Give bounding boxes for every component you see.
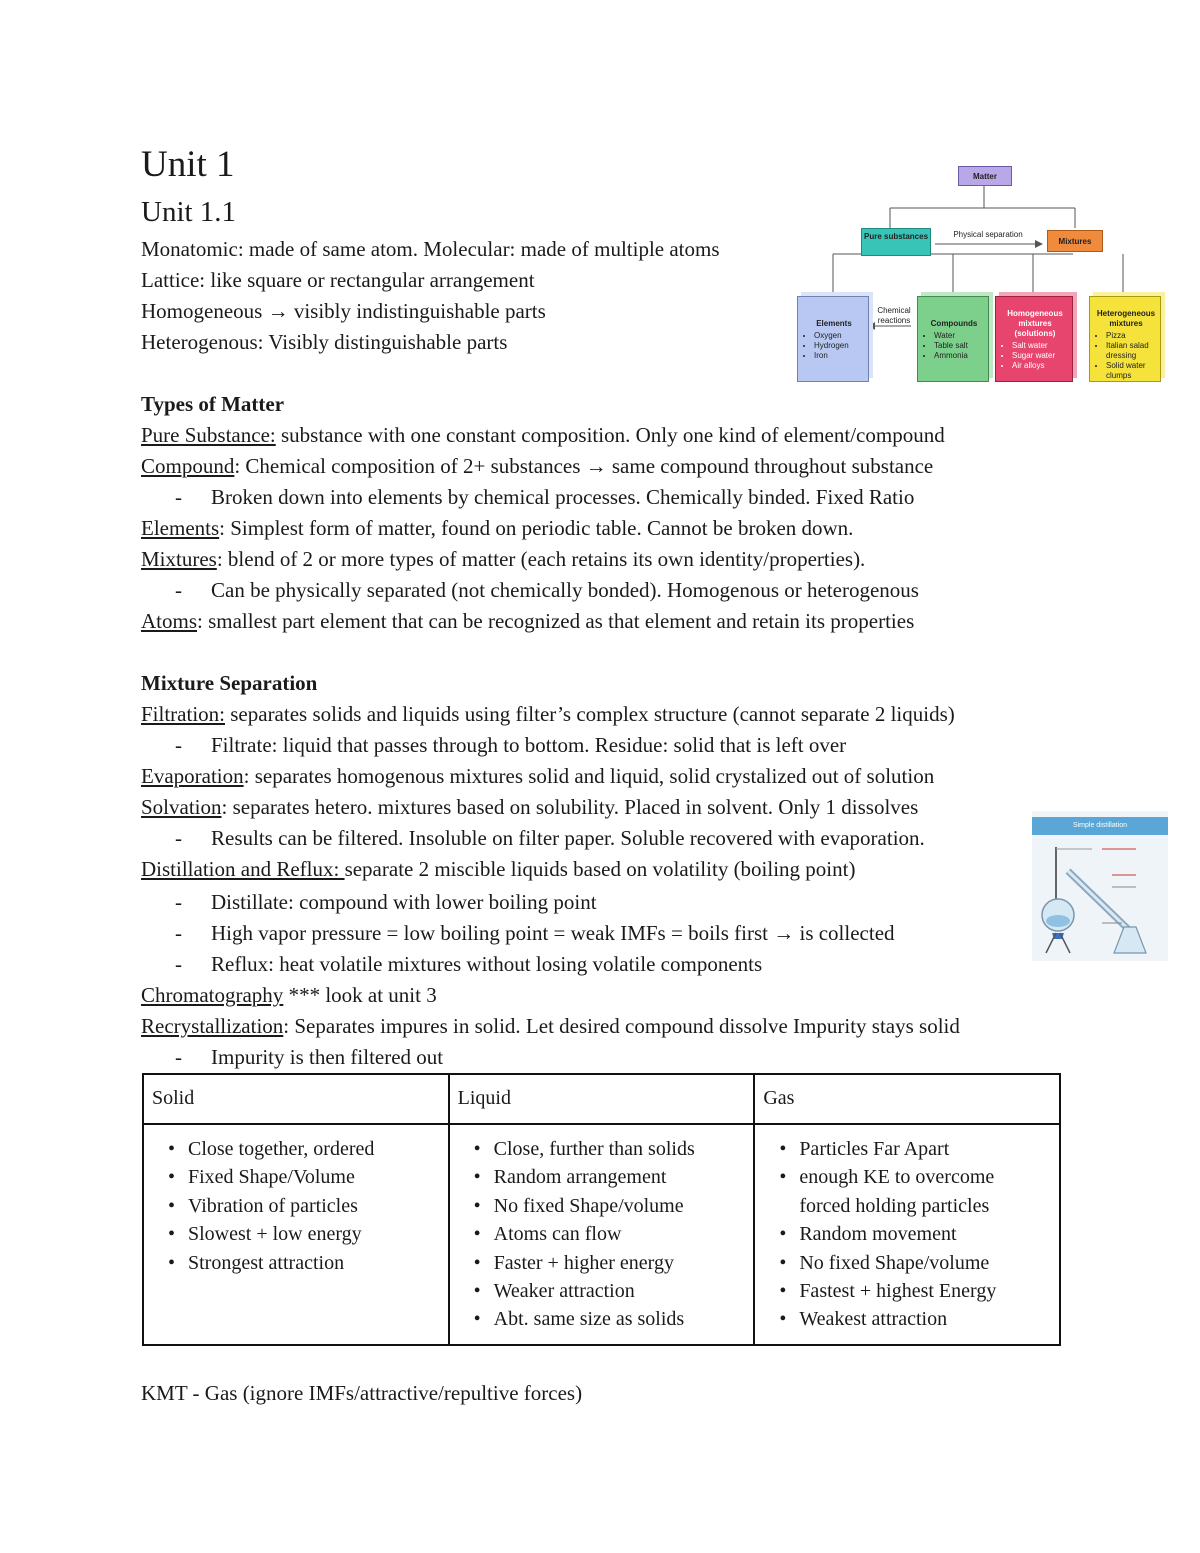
list-item: • No fixed Shape/volume bbox=[799, 1249, 1051, 1277]
solvation-term: Solvation bbox=[141, 795, 222, 819]
atoms-term: Atoms bbox=[141, 609, 198, 633]
solid-list bbox=[152, 1135, 440, 1277]
dash-marker: - bbox=[175, 733, 182, 757]
mixtures-box: Mixtures bbox=[1047, 230, 1103, 252]
list-item: • Atoms can flow bbox=[494, 1220, 746, 1248]
list-item: • Fastest + highest Energy bbox=[799, 1277, 1051, 1305]
filtration-sub-line bbox=[175, 730, 846, 761]
solvation-sub-line bbox=[175, 823, 925, 854]
elements-term: Elements bbox=[141, 516, 220, 540]
distillation-text: separate 2 miscible liquids based on volatility (boiling point) bbox=[344, 857, 856, 881]
list-item: • Strongest attraction bbox=[188, 1249, 440, 1277]
gas-cell bbox=[754, 1124, 1060, 1345]
evaporation-term: Evaporation bbox=[141, 764, 244, 788]
list-item: • Weaker attraction bbox=[494, 1277, 746, 1305]
filtration-term: Filtration: bbox=[141, 702, 225, 726]
elements-item: • Iron bbox=[814, 351, 864, 361]
chromatography-term: Chromatography bbox=[141, 983, 284, 1007]
heterogeneous-item: • Pizza bbox=[1106, 331, 1156, 341]
pure-substance-term: Pure Substance: bbox=[141, 423, 276, 447]
heterogeneous-item: • Italian salad dressing bbox=[1106, 341, 1156, 361]
list-item: • Fixed Shape/Volume bbox=[188, 1163, 440, 1191]
recrystallization-sub-line bbox=[175, 1042, 443, 1073]
intro-line-lattice: Lattice: like square or rectangular arrangement bbox=[141, 268, 535, 292]
dash-marker: - bbox=[175, 890, 182, 914]
list-item: • Faster + higher energy bbox=[494, 1249, 746, 1277]
elements-box bbox=[797, 296, 869, 382]
distillation-banner: Simple distillation bbox=[1032, 817, 1168, 835]
recrystallization-text: : Separates impures in solid. Let desired compound dissolve Impurity stays solid bbox=[283, 1014, 960, 1038]
homogeneous-title: Homogeneous mixtures (solutions) bbox=[1007, 309, 1063, 338]
mixture-separation-heading: Mixture Separation bbox=[141, 671, 318, 695]
compounds-item: • Water bbox=[934, 331, 984, 341]
liquid-header: Liquid bbox=[449, 1074, 755, 1124]
distillation-line bbox=[141, 854, 855, 885]
pure-substance-text: substance with one constant composition. Only one kind of element/compound bbox=[275, 423, 945, 447]
intro-line-heterogenous: Heterogenous: Visibly distinguishable parts bbox=[141, 330, 508, 354]
mixtures-sub-text: Can be physically separated (not chemically bonded). Homogenous or heterogenous bbox=[211, 578, 919, 602]
solvation-sub-text: Results can be filtered. Insoluble on filter paper. Soluble recovered with evaporation. bbox=[211, 826, 925, 850]
list-item: • Close together, ordered bbox=[188, 1135, 440, 1163]
compound-text: : Chemical composition of 2+ substances → same compound throughout substance bbox=[234, 454, 934, 478]
solvation-text: : separates hetero. mixtures based on solubility. Placed in solvent. Only 1 dissolves bbox=[221, 795, 919, 819]
elements-item: • Oxygen bbox=[814, 331, 864, 341]
compounds-list bbox=[924, 331, 984, 361]
heterogeneous-list bbox=[1096, 331, 1156, 381]
chromatography-line bbox=[141, 980, 437, 1011]
homogeneous-item: • Air alloys bbox=[1012, 361, 1068, 371]
physical-separation-label: Physical separation bbox=[953, 230, 1023, 239]
dash-marker: - bbox=[175, 578, 182, 602]
list-item: • Particles Far Apart bbox=[799, 1135, 1051, 1163]
chemical-reactions-label: Chemical reactions bbox=[877, 306, 911, 325]
chromatography-text: *** look at unit 3 bbox=[283, 983, 437, 1007]
homogeneous-box bbox=[995, 296, 1073, 382]
list-item: • Random arrangement bbox=[494, 1163, 746, 1191]
compounds-item: • Ammonia bbox=[934, 351, 984, 361]
gas-list bbox=[763, 1135, 1051, 1334]
dash-marker: - bbox=[175, 1045, 182, 1069]
evaporation-text: : separates homogenous mixtures solid and liquid, solid crystalized out of solution bbox=[243, 764, 935, 788]
dash-marker: - bbox=[175, 826, 182, 850]
liquid-cell bbox=[449, 1124, 755, 1345]
liquid-list bbox=[458, 1135, 746, 1334]
distillation-illustration bbox=[1032, 811, 1168, 961]
solid-cell bbox=[143, 1124, 449, 1345]
kmt-line: KMT - Gas (ignore IMFs/attractive/repultive forces) bbox=[141, 1381, 583, 1405]
list-item: • Abt. same size as solids bbox=[494, 1305, 746, 1333]
heterogeneous-item: • Solid water clumps bbox=[1106, 361, 1156, 381]
heterogeneous-title: Heterogeneous mixtures bbox=[1096, 309, 1156, 328]
distillation-apparatus-image bbox=[1032, 811, 1168, 961]
list-item: • Close, further than solids bbox=[494, 1135, 746, 1163]
mixtures-line bbox=[141, 544, 865, 575]
dash-marker: - bbox=[175, 952, 182, 976]
filtration-sub-text: Filtrate: liquid that passes through to bottom. Residue: solid that is left over bbox=[211, 733, 847, 757]
dash-marker: - bbox=[175, 921, 182, 945]
compounds-item: • Table salt bbox=[934, 341, 984, 351]
gas-header: Gas bbox=[754, 1074, 1060, 1124]
compound-term: Compound bbox=[141, 454, 235, 478]
filtration-line bbox=[141, 699, 955, 730]
elements-text: : Simplest form of matter, found on periodic table. Cannot be broken down. bbox=[219, 516, 854, 540]
solvation-line bbox=[141, 792, 918, 823]
mixtures-sub-line bbox=[175, 575, 919, 606]
list-item: • Weakest attraction bbox=[799, 1305, 1051, 1333]
compound-sub-line bbox=[175, 482, 914, 513]
homogeneous-item: • Sugar water bbox=[1012, 351, 1068, 361]
elements-title: Elements bbox=[816, 319, 852, 328]
elements-item: • Hydrogen bbox=[814, 341, 864, 351]
elements-list bbox=[804, 331, 864, 361]
distillation-sub-text-2: High vapor pressure = low boiling point = weak IMFs = boils first → is collected bbox=[211, 921, 895, 945]
heterogeneous-box bbox=[1089, 296, 1161, 382]
distillation-sub-line-2 bbox=[175, 918, 895, 949]
compound-line bbox=[141, 451, 933, 482]
recrystallization-line bbox=[141, 1011, 960, 1042]
evaporation-line bbox=[141, 761, 934, 792]
recrystallization-term: Recrystallization bbox=[141, 1014, 284, 1038]
dash-marker: - bbox=[175, 485, 182, 509]
distillation-term: Distillation and Reflux: bbox=[141, 857, 345, 881]
homogeneous-list bbox=[1002, 341, 1068, 371]
list-item: • Vibration of particles bbox=[188, 1192, 440, 1220]
homogeneous-item: • Salt water bbox=[1012, 341, 1068, 351]
matter-box: Matter bbox=[958, 166, 1012, 186]
elements-line bbox=[141, 513, 853, 544]
pure-substance-line bbox=[141, 420, 945, 451]
distillation-sub-text-1: Distillate: compound with lower boiling point bbox=[211, 890, 597, 914]
distillation-sub-line-1 bbox=[175, 887, 597, 918]
matter-classification-diagram bbox=[793, 160, 1168, 388]
intro-line-homogeneous: Homogeneous → visibly indistinguishable parts bbox=[141, 299, 546, 323]
section-subtitle: Unit 1.1 bbox=[141, 196, 237, 228]
page-title: Unit 1 bbox=[141, 144, 235, 185]
distillation-sub-text-3: Reflux: heat volatile mixtures without losing volatile components bbox=[211, 952, 763, 976]
table-header-row bbox=[143, 1074, 1060, 1124]
mixtures-text: : blend of 2 or more types of matter (each retains its own identity/properties). bbox=[216, 547, 866, 571]
solid-header: Solid bbox=[143, 1074, 449, 1124]
compound-sub-text: Broken down into elements by chemical processes. Chemically binded. Fixed Ratio bbox=[211, 485, 915, 509]
types-of-matter-heading: Types of Matter bbox=[141, 392, 285, 416]
list-item: • Slowest + low energy bbox=[188, 1220, 440, 1248]
intro-line-monatomic: Monatomic: made of same atom. Molecular: made of multiple atoms bbox=[141, 237, 720, 261]
list-item: • Random movement bbox=[799, 1220, 1051, 1248]
distillation-sub-line-3 bbox=[175, 949, 762, 980]
filtration-text: separates solids and liquids using filter’s complex structure (cannot separate 2 liquids) bbox=[225, 702, 955, 726]
atoms-text: : smallest part element that can be recognized as that element and retain its properties bbox=[197, 609, 915, 633]
states-of-matter-table bbox=[142, 1073, 1061, 1346]
atoms-line bbox=[141, 606, 914, 637]
compounds-box bbox=[917, 296, 989, 382]
recrystallization-sub-text: Impurity is then filtered out bbox=[211, 1045, 444, 1069]
table-row bbox=[143, 1124, 1060, 1345]
pure-substances-box: Pure substances bbox=[861, 228, 931, 256]
compounds-title: Compounds bbox=[930, 319, 978, 328]
mixtures-term: Mixtures bbox=[141, 547, 217, 571]
list-item: • No fixed Shape/volume bbox=[494, 1192, 746, 1220]
list-item: • enough KE to overcome forced holding particles bbox=[799, 1163, 1009, 1220]
